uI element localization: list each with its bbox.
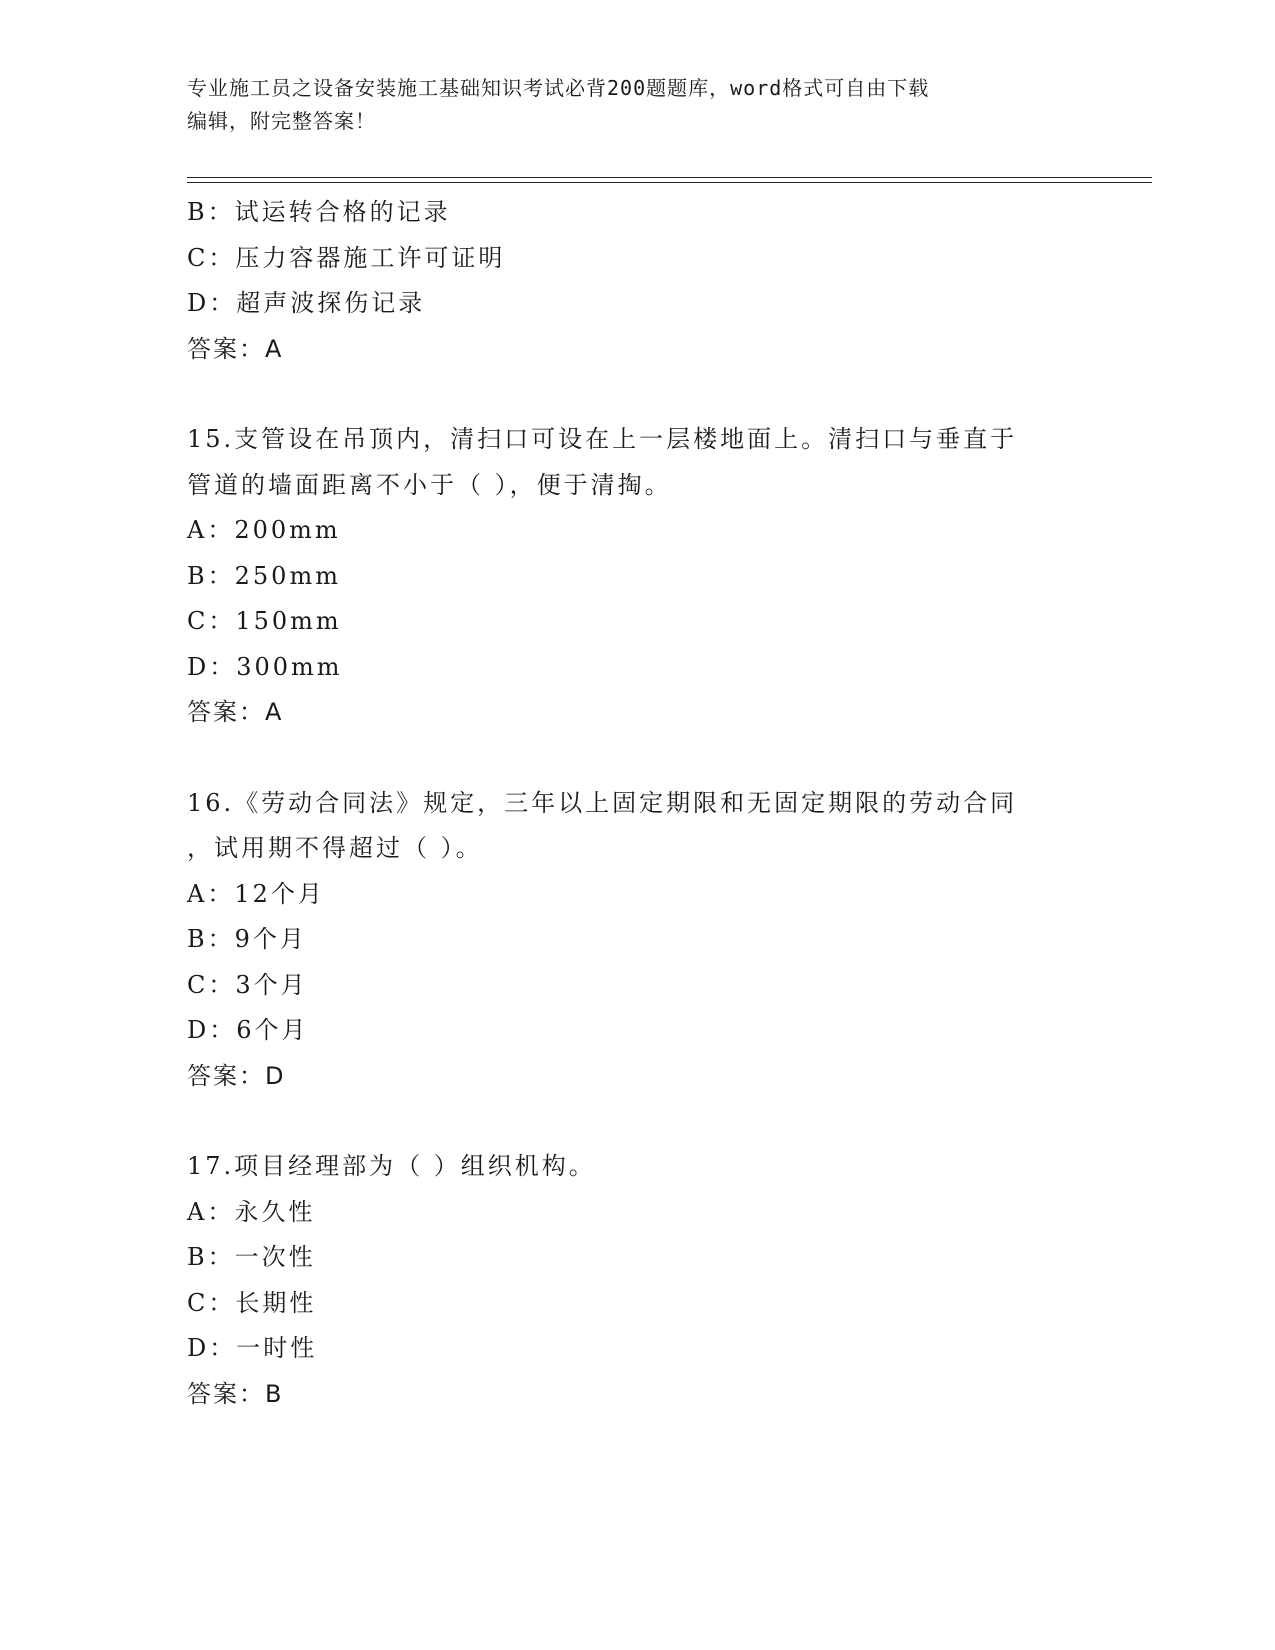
- option-b: B：250mm: [187, 561, 341, 590]
- option-c: C：3个月: [187, 970, 308, 999]
- header-line-1: 专业施工员之设备安装施工基础知识考试必背200题题库，word格式可自由下载: [187, 76, 930, 100]
- header-line-2: 编辑，附完整答案！: [187, 109, 376, 133]
- option-c: C：150mm: [187, 607, 342, 635]
- question-16: [187, 781, 1087, 1100]
- question-content: [187, 190, 1087, 1417]
- option-d: D：一时性: [187, 1334, 318, 1362]
- answer-line: 答案：A: [187, 698, 284, 726]
- header-rule-bottom: [187, 182, 1152, 183]
- question-text-line: ，试用期不得超过（ ）。: [187, 834, 483, 862]
- answer-line: 答案：A: [187, 334, 284, 363]
- question-text-line: 16.《劳动合同法》规定，三年以上固定期限和无固定期限的劳动合同: [187, 788, 1018, 817]
- option-d: D：超声波探伤记录: [187, 289, 426, 317]
- option-a: A：永久性: [187, 1197, 316, 1226]
- option-b: B：9个月: [187, 925, 307, 953]
- option-c: C：压力容器施工许可证明: [187, 243, 506, 272]
- question-15: [187, 417, 1087, 736]
- question-14-tail: [187, 190, 1087, 372]
- option-b: B：一次性: [187, 1243, 316, 1271]
- answer-line: 答案：D: [187, 1061, 286, 1090]
- option-a: A：12个月: [187, 879, 325, 908]
- option-b: B：试运转合格的记录: [187, 198, 451, 226]
- question-17: [187, 1144, 1087, 1417]
- option-a: A：200mm: [187, 516, 341, 544]
- document-header: [187, 72, 1087, 138]
- option-c: C：长期性: [187, 1288, 317, 1317]
- option-d: D：300mm: [187, 652, 343, 681]
- option-d: D：6个月: [187, 1016, 309, 1044]
- header-rule-top: [187, 177, 1152, 178]
- question-text-line: 17.项目经理部为（ ）组织机构。: [187, 1152, 596, 1180]
- question-text-line: 管道的墙面距离不小于（ ），便于清掏。: [187, 470, 672, 499]
- question-text-line: 15.支管设在吊顶内，清扫口可设在上一层楼地面上。清扫口与垂直于: [187, 425, 1018, 453]
- answer-line: 答案：B: [187, 1379, 284, 1408]
